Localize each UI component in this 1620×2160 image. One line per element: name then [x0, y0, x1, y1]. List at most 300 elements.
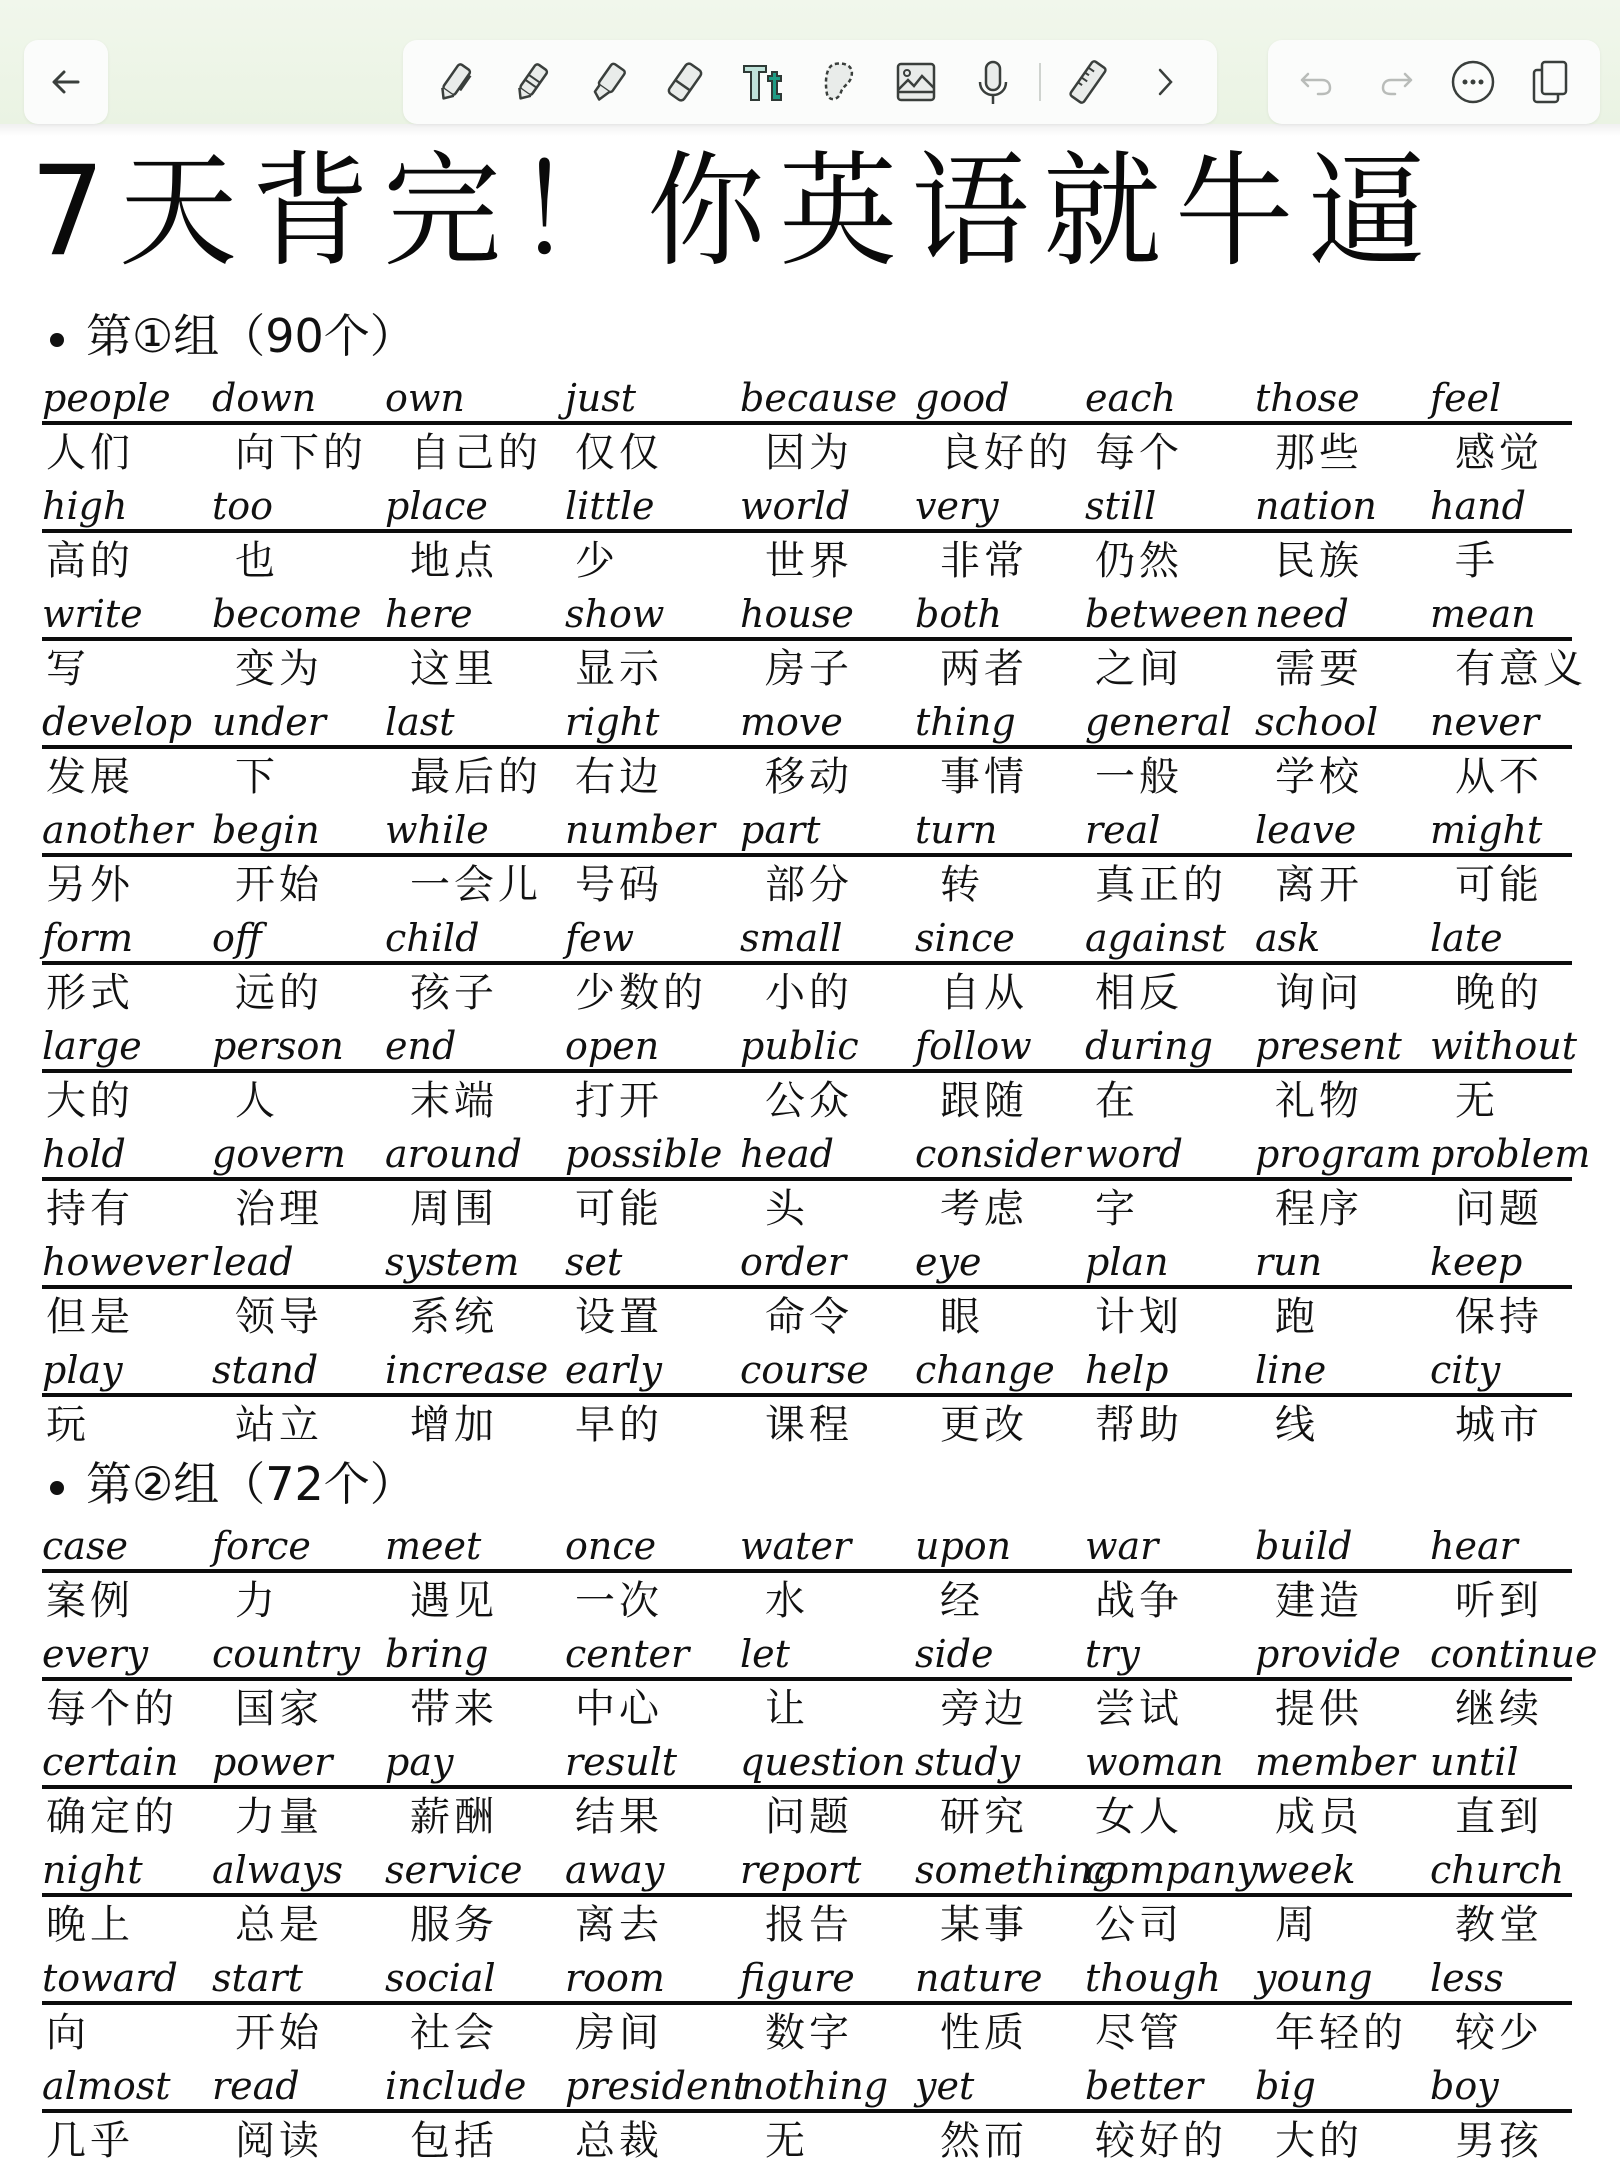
english-word: few: [565, 916, 635, 960]
group-heading-label: 第②组（72个）: [86, 1457, 416, 1511]
chinese-meaning: 小的: [765, 970, 853, 1016]
word-row: [0, 1951, 1620, 2059]
microphone-icon: [969, 58, 1017, 106]
chinese-meaning: 玩: [46, 1402, 90, 1448]
english-word: eye: [915, 1240, 982, 1284]
chinese-meaning: 听到: [1455, 1578, 1543, 1624]
english-word: develop: [42, 700, 193, 744]
chinese-meaning: 治理: [235, 1186, 323, 1232]
english-word: little: [565, 484, 655, 528]
english-word: run: [1255, 1240, 1323, 1284]
lasso-icon: [815, 58, 863, 106]
underline: [42, 1735, 1572, 1789]
chinese-meaning: 考虑: [940, 1186, 1028, 1232]
chinese-meaning: 转: [940, 862, 984, 908]
chinese-meaning: 有意义: [1455, 646, 1587, 692]
chinese-meaning: 力量: [235, 1794, 323, 1840]
english-word: people: [42, 376, 171, 420]
chinese-meaning: 学校: [1275, 754, 1363, 800]
page-title: 7天背完！你英语就牛逼: [30, 138, 1440, 284]
english-word: president: [565, 2064, 749, 2108]
chinese-meaning: 某事: [940, 1902, 1028, 1948]
chinese-meaning: 发展: [46, 754, 134, 800]
chinese-meaning: 阅读: [235, 2118, 323, 2160]
chinese-meaning: 遇见: [410, 1578, 498, 1624]
undo-icon: [1294, 58, 1342, 106]
english-word: problem: [1430, 1132, 1591, 1176]
microphone-tool-button[interactable]: [963, 52, 1023, 112]
group-heading-2: [50, 1454, 416, 1514]
english-word: begin: [212, 808, 320, 852]
english-word: hold: [42, 1132, 126, 1176]
word-row: [0, 803, 1620, 911]
chinese-meaning: 相反: [1095, 970, 1183, 1016]
underline: [42, 371, 1572, 425]
english-word: study: [915, 1740, 1021, 1784]
english-word: consider: [915, 1132, 1081, 1176]
english-word: every: [42, 1632, 149, 1676]
english-word: off: [212, 916, 262, 960]
english-word: continue: [1430, 1632, 1598, 1676]
english-word: until: [1430, 1740, 1519, 1784]
chinese-meaning: 每个: [1095, 430, 1183, 476]
chinese-meaning: 持有: [46, 1186, 134, 1232]
chinese-meaning: 结果: [575, 1794, 663, 1840]
english-word: question: [740, 1740, 906, 1784]
english-word: never: [1430, 700, 1540, 744]
chinese-meaning: 然而: [940, 2118, 1028, 2160]
chinese-meaning: 尽管: [1095, 2010, 1183, 2056]
english-word: because: [740, 376, 898, 420]
english-word: build: [1255, 1524, 1353, 1568]
chinese-meaning: 无: [765, 2118, 809, 2160]
text-tool-button[interactable]: [732, 52, 792, 112]
chinese-meaning: 包括: [410, 2118, 498, 2160]
english-word: set: [565, 1240, 623, 1284]
chinese-meaning: 号码: [575, 862, 663, 908]
word-row: [0, 1127, 1620, 1235]
pages-button[interactable]: [1520, 52, 1580, 112]
chinese-meaning: 成员: [1275, 1794, 1363, 1840]
english-word: program: [1255, 1132, 1422, 1176]
english-word: upon: [915, 1524, 1012, 1568]
pencil-tool-button[interactable]: [502, 52, 562, 112]
english-word: course: [740, 1348, 869, 1392]
english-word: play: [42, 1348, 123, 1392]
chinese-meaning: 周围: [410, 1186, 498, 1232]
english-word: part: [740, 808, 821, 852]
underline: [42, 2059, 1572, 2113]
english-word: lead: [212, 1240, 294, 1284]
ruler-icon: [1064, 58, 1112, 106]
chinese-meaning: 因为: [765, 430, 853, 476]
english-word: possible: [565, 1132, 723, 1176]
english-word: water: [740, 1524, 852, 1568]
underline: [42, 1235, 1572, 1289]
chinese-meaning: 案例: [46, 1578, 134, 1624]
document-actions: [1268, 40, 1600, 124]
chinese-meaning: 字: [1095, 1186, 1139, 1232]
chinese-meaning: 较好的: [1095, 2118, 1227, 2160]
english-word: each: [1085, 376, 1176, 420]
chinese-meaning: 建造: [1275, 1578, 1363, 1624]
chinese-meaning: 总裁: [575, 2118, 663, 2160]
chinese-meaning: 地点: [410, 538, 498, 584]
english-word: week: [1255, 1848, 1356, 1892]
redo-button[interactable]: [1365, 52, 1425, 112]
underline: [42, 1951, 1572, 2005]
english-word: church: [1430, 1848, 1565, 1892]
chinese-meaning: 形式: [46, 970, 134, 1016]
english-word: however: [42, 1240, 207, 1284]
chevron-right-icon: [1141, 58, 1189, 106]
chinese-meaning: 人: [235, 1078, 279, 1124]
english-word: away: [565, 1848, 665, 1892]
english-word: meet: [385, 1524, 482, 1568]
english-word: move: [740, 700, 843, 744]
english-word: those: [1255, 376, 1360, 420]
english-word: once: [565, 1524, 657, 1568]
chinese-meaning: 询问: [1275, 970, 1363, 1016]
chinese-meaning: 良好的: [940, 430, 1072, 476]
english-word: provide: [1255, 1632, 1401, 1676]
drawing-tools: [403, 40, 1217, 124]
highlighter-icon: [585, 58, 633, 106]
chinese-meaning: 需要: [1275, 646, 1363, 692]
chinese-meaning: 开始: [235, 862, 323, 908]
english-word: nature: [915, 1956, 1043, 2000]
english-word: open: [565, 1024, 660, 1068]
english-word: follow: [915, 1024, 1032, 1068]
word-row: [0, 1843, 1620, 1951]
english-word: room: [565, 1956, 665, 2000]
english-word: while: [385, 808, 489, 852]
bullet-icon: [50, 1481, 64, 1495]
chinese-meaning: 可能: [1455, 862, 1543, 908]
english-word: thing: [915, 700, 1016, 744]
chinese-meaning: 仍然: [1095, 538, 1183, 584]
chinese-meaning: 自从: [940, 970, 1028, 1016]
chinese-meaning: 之间: [1095, 646, 1183, 692]
chinese-meaning: 站立: [235, 1402, 323, 1448]
chinese-meaning: 几乎: [46, 2118, 134, 2160]
chinese-meaning: 总是: [235, 1902, 323, 1948]
chinese-meaning: 写: [46, 646, 90, 692]
english-word: end: [385, 1024, 457, 1068]
english-word: order: [740, 1240, 847, 1284]
chinese-meaning: 问题: [765, 1794, 853, 1840]
chinese-meaning: 继续: [1455, 1686, 1543, 1732]
english-word: report: [740, 1848, 862, 1892]
chinese-meaning: 计划: [1095, 1294, 1183, 1340]
english-word: better: [1085, 2064, 1204, 2108]
english-word: too: [212, 484, 274, 528]
more-options-button[interactable]: [1443, 52, 1503, 112]
english-word: force: [212, 1524, 311, 1568]
english-word: pay: [385, 1740, 454, 1784]
english-word: less: [1430, 1956, 1504, 2000]
english-word: plan: [1085, 1240, 1169, 1284]
english-word: result: [565, 1740, 678, 1784]
english-word: govern: [212, 1132, 346, 1176]
chinese-meaning: 命令: [765, 1294, 853, 1340]
english-word: boy: [1430, 2064, 1499, 2108]
word-row: [0, 587, 1620, 695]
english-word: become: [212, 592, 362, 636]
chinese-meaning: 设置: [575, 1294, 663, 1340]
english-word: leave: [1255, 808, 1357, 852]
chinese-meaning: 世界: [765, 538, 853, 584]
chinese-meaning: 右边: [575, 754, 663, 800]
english-word: child: [385, 916, 480, 960]
chinese-meaning: 真正的: [1095, 862, 1227, 908]
english-word: service: [385, 1848, 523, 1892]
word-row: [0, 371, 1620, 479]
chinese-meaning: 数字: [765, 2010, 853, 2056]
english-word: good: [915, 376, 1010, 420]
english-word: start: [212, 1956, 303, 2000]
english-word: large: [42, 1024, 142, 1068]
english-word: down: [212, 376, 317, 420]
english-word: nation: [1255, 484, 1377, 528]
english-word: against: [1085, 916, 1227, 960]
bullet-icon: [50, 333, 64, 347]
word-row: [0, 695, 1620, 803]
chinese-meaning: 周: [1275, 1902, 1319, 1948]
chinese-meaning: 最后的: [410, 754, 542, 800]
chinese-meaning: 少数的: [575, 970, 707, 1016]
chinese-meaning: 房子: [765, 646, 853, 692]
word-table-group-2: [0, 1519, 1620, 2160]
chinese-meaning: 那些: [1275, 430, 1363, 476]
chinese-meaning: 领导: [235, 1294, 323, 1340]
english-word: system: [385, 1240, 520, 1284]
lasso-tool-button[interactable]: [809, 52, 869, 112]
eraser-tool-button[interactable]: [655, 52, 715, 112]
english-word: early: [565, 1348, 662, 1392]
chinese-meaning: 确定的: [46, 1794, 178, 1840]
redo-icon: [1371, 58, 1419, 106]
chinese-meaning: 高的: [46, 538, 134, 584]
chinese-meaning: 社会: [410, 2010, 498, 2056]
english-word: another: [42, 808, 193, 852]
english-word: change: [915, 1348, 1055, 1392]
chinese-meaning: 力: [235, 1578, 279, 1624]
chinese-meaning: 较少: [1455, 2010, 1543, 2056]
image-tool-button[interactable]: [886, 52, 946, 112]
english-word: place: [385, 484, 488, 528]
chinese-meaning: 年轻的: [1275, 2010, 1407, 2056]
english-word: toward: [42, 1956, 178, 2000]
english-word: big: [1255, 2064, 1316, 2108]
chinese-meaning: 跟随: [940, 1078, 1028, 1124]
app-toolbar: [0, 0, 1620, 124]
chinese-meaning: 礼物: [1275, 1078, 1363, 1124]
underline: [42, 1627, 1598, 1681]
ruler-tool-button[interactable]: [1058, 52, 1118, 112]
english-word: still: [1085, 484, 1157, 528]
chinese-meaning: 开始: [235, 2010, 323, 2056]
english-word: since: [915, 916, 1015, 960]
underline: [42, 1343, 1572, 1397]
english-word: social: [385, 1956, 496, 2000]
eraser-icon: [661, 58, 709, 106]
english-word: line: [1255, 1348, 1327, 1392]
chinese-meaning: 变为: [235, 646, 323, 692]
underline: [42, 1127, 1591, 1181]
underline: [42, 803, 1572, 857]
english-word: nothing: [740, 2064, 889, 2108]
chinese-meaning: 房间: [575, 2010, 663, 2056]
chinese-meaning: 带来: [410, 1686, 498, 1732]
english-word: head: [740, 1132, 834, 1176]
english-word: certain: [42, 1740, 179, 1784]
underline: [42, 695, 1572, 749]
chinese-meaning: 报告: [765, 1902, 853, 1948]
english-word: general: [1085, 700, 1232, 744]
english-word: power: [212, 1740, 333, 1784]
chinese-meaning: 尝试: [1095, 1686, 1183, 1732]
english-word: stand: [212, 1348, 319, 1392]
chinese-meaning: 提供: [1275, 1686, 1363, 1732]
underline: [42, 587, 1572, 641]
english-word: word: [1085, 1132, 1183, 1176]
english-word: person: [212, 1024, 344, 1068]
english-word: number: [565, 808, 715, 852]
pen-tool-button[interactable]: [425, 52, 485, 112]
english-word: figure: [740, 1956, 855, 2000]
chinese-meaning: 显示: [575, 646, 663, 692]
word-table-group-1: [0, 371, 1620, 1451]
chinese-meaning: 也: [235, 538, 279, 584]
english-word: city: [1430, 1348, 1501, 1392]
chinese-meaning: 事情: [940, 754, 1028, 800]
english-word: house: [740, 592, 854, 636]
chinese-meaning: 但是: [46, 1294, 134, 1340]
english-word: around: [385, 1132, 522, 1176]
english-word: write: [42, 592, 143, 636]
more-horizontal-icon: [1449, 58, 1497, 106]
word-row: [0, 479, 1620, 587]
english-word: something: [915, 1848, 1117, 1892]
english-word: center: [565, 1632, 690, 1676]
chinese-meaning: 向: [46, 2010, 90, 2056]
word-row: [0, 1519, 1620, 1627]
chinese-meaning: 薪酬: [410, 1794, 498, 1840]
chinese-meaning: 可能: [575, 1186, 663, 1232]
chinese-meaning: 大的: [46, 1078, 134, 1124]
chinese-meaning: 增加: [410, 1402, 498, 1448]
english-word: both: [915, 592, 1002, 636]
highlighter-tool-button[interactable]: [579, 52, 639, 112]
english-word: night: [42, 1848, 143, 1892]
chinese-meaning: 感觉: [1455, 430, 1543, 476]
chinese-meaning: 人们: [46, 430, 134, 476]
chinese-meaning: 早的: [575, 1402, 663, 1448]
english-word: form: [42, 916, 134, 960]
image-icon: [892, 58, 940, 106]
underline: [42, 1519, 1572, 1573]
chinese-meaning: 头: [765, 1186, 809, 1232]
english-word: might: [1430, 808, 1543, 852]
chinese-meaning: 性质: [940, 2010, 1028, 2056]
undo-button[interactable]: [1288, 52, 1348, 112]
english-word: ask: [1255, 916, 1321, 960]
chinese-meaning: 无: [1455, 1078, 1499, 1124]
chinese-meaning: 保持: [1455, 1294, 1543, 1340]
english-word: between: [1085, 592, 1250, 636]
underline: [42, 1019, 1578, 1073]
chinese-meaning: 另外: [46, 862, 134, 908]
chinese-meaning: 战争: [1095, 1578, 1183, 1624]
chinese-meaning: 一次: [575, 1578, 663, 1624]
chinese-meaning: 离去: [575, 1902, 663, 1948]
english-word: real: [1085, 808, 1161, 852]
chinese-meaning: 一般: [1095, 754, 1183, 800]
english-word: mean: [1430, 592, 1536, 636]
word-row: [0, 1343, 1620, 1451]
english-word: let: [740, 1632, 790, 1676]
chinese-meaning: 少: [575, 538, 619, 584]
chinese-meaning: 远的: [235, 970, 323, 1016]
chinese-meaning: 公众: [765, 1078, 853, 1124]
chinese-meaning: 公司: [1095, 1902, 1183, 1948]
more-tools-button[interactable]: [1135, 52, 1195, 112]
english-word: increase: [385, 1348, 549, 1392]
english-word: country: [212, 1632, 361, 1676]
english-word: feel: [1430, 376, 1502, 420]
english-word: company: [1085, 1848, 1259, 1892]
chinese-meaning: 从不: [1455, 754, 1543, 800]
chinese-meaning: 非常: [940, 538, 1028, 584]
chinese-meaning: 在: [1095, 1078, 1139, 1124]
chinese-meaning: 离开: [1275, 862, 1363, 908]
chinese-meaning: 教堂: [1455, 1902, 1543, 1948]
english-word: try: [1085, 1632, 1140, 1676]
english-word: here: [385, 592, 473, 636]
chinese-meaning: 下: [235, 754, 279, 800]
chinese-meaning: 晚上: [46, 1902, 134, 1948]
chinese-meaning: 向下的: [235, 430, 367, 476]
english-word: very: [915, 484, 999, 528]
group-heading-1: [50, 306, 416, 366]
english-word: high: [42, 484, 128, 528]
group-heading-label: 第①组（90个）: [86, 309, 416, 363]
chinese-meaning: 女人: [1095, 1794, 1183, 1840]
english-word: read: [212, 2064, 300, 2108]
chinese-meaning: 一会儿: [410, 862, 542, 908]
english-word: woman: [1085, 1740, 1224, 1784]
chinese-meaning: 城市: [1455, 1402, 1543, 1448]
english-word: hand: [1430, 484, 1526, 528]
chinese-meaning: 让: [765, 1686, 809, 1732]
chinese-meaning: 自己的: [410, 430, 542, 476]
pencil-icon: [508, 58, 556, 106]
english-word: help: [1085, 1348, 1169, 1392]
pen-icon: [431, 58, 479, 106]
english-word: though: [1085, 1956, 1221, 2000]
back-button[interactable]: [24, 40, 108, 124]
english-word: late: [1430, 916, 1503, 960]
word-row: [0, 1235, 1620, 1343]
underline: [42, 911, 1572, 965]
chinese-meaning: 两者: [940, 646, 1028, 692]
chinese-meaning: 跑: [1275, 1294, 1319, 1340]
english-word: during: [1085, 1024, 1213, 1068]
english-word: small: [740, 916, 843, 960]
chinese-meaning: 旁边: [940, 1686, 1028, 1732]
chinese-meaning: 晚的: [1455, 970, 1543, 1016]
